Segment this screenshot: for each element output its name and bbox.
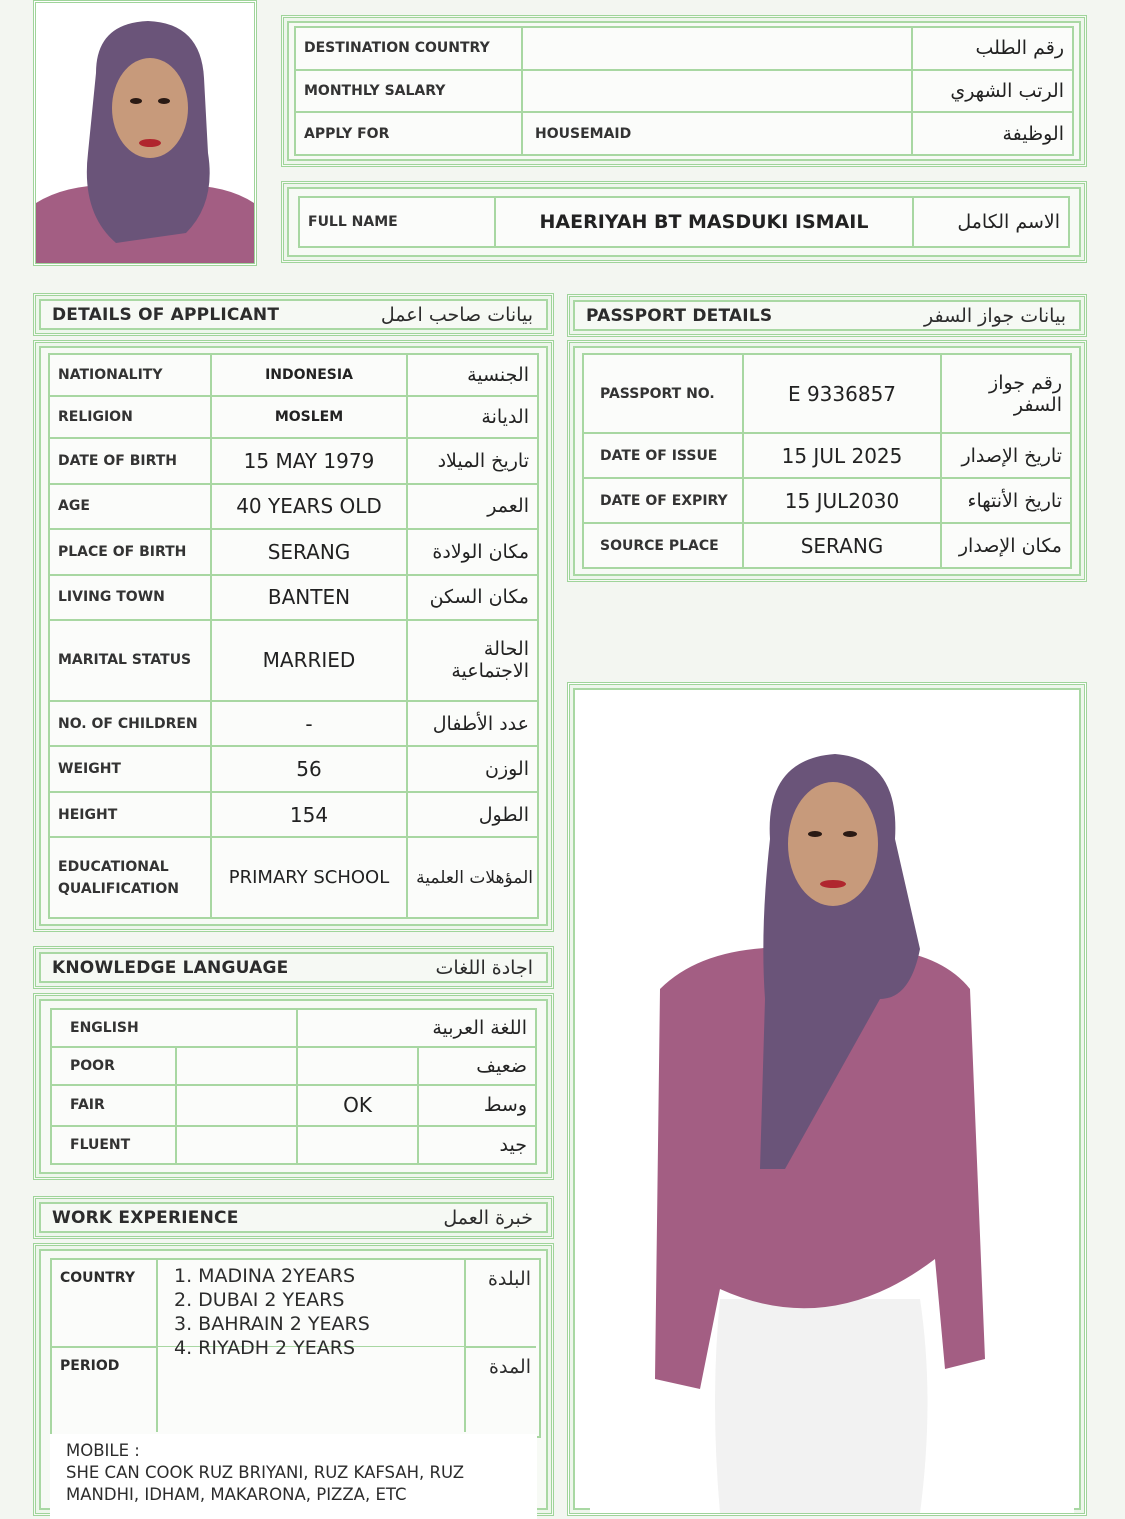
date-of-expiry-label-ar: تاريخ الأنتهاء	[941, 478, 1071, 523]
education-label-ar: المؤهلات العلمية	[407, 837, 538, 918]
applicant-table	[48, 353, 539, 919]
language-table	[50, 1008, 537, 1165]
passport-no-label-ar: رقم جواز السفر	[941, 354, 1071, 433]
work-details	[33, 1243, 554, 1516]
apply-for-value[interactable]: HOUSEMAID	[522, 112, 912, 155]
job-request-form	[281, 15, 1087, 167]
education-label: EDUCATIONAL QUALIFICATION	[49, 837, 211, 918]
table-row	[49, 575, 538, 621]
table-row	[583, 354, 1071, 433]
source-place-label: SOURCE PLACE	[583, 523, 743, 568]
weight-label: WEIGHT	[49, 746, 211, 792]
full-name-label-ar: الاسم الكامل	[913, 197, 1069, 247]
date-of-issue-label: DATE OF ISSUE	[583, 433, 743, 478]
apply-for-label: APPLY FOR	[295, 112, 522, 155]
full-body-image	[590, 699, 1074, 1513]
apply-for-label-ar: الوظيفة	[912, 112, 1073, 155]
height-label-ar: الطول	[407, 792, 538, 838]
marital-status-value: MARRIED	[211, 620, 407, 701]
children-label: NO. OF CHILDREN	[49, 701, 211, 747]
children-label-ar: عدد الأطفال	[407, 701, 538, 747]
passport-details	[567, 340, 1087, 582]
table-row	[49, 792, 538, 838]
portrait-image	[36, 3, 254, 263]
table-row	[51, 1047, 536, 1085]
passport-title-ar: بيانات جواز السفر	[924, 304, 1066, 327]
country-label: COUNTRY	[60, 1270, 135, 1286]
dob-label: DATE OF BIRTH	[49, 438, 211, 484]
source-place-label-ar: مكان الإصدار	[941, 523, 1071, 568]
age-label: AGE	[49, 484, 211, 530]
monthly-salary-label: MONTHLY SALARY	[295, 70, 522, 113]
religion-value: MOSLEM	[211, 396, 407, 438]
place-of-birth-label: PLACE OF BIRTH	[49, 529, 211, 575]
height-value: 154	[211, 792, 407, 838]
weight-value: 56	[211, 746, 407, 792]
fluent-label-ar: جيد	[418, 1126, 536, 1164]
source-place-value: SERANG	[743, 523, 941, 568]
fair-label: FAIR	[51, 1085, 176, 1126]
table-row	[49, 354, 538, 396]
applicant-details	[33, 340, 554, 932]
full-body-photo	[567, 682, 1087, 1516]
age-label-ar: العمر	[407, 484, 538, 530]
passport-no-label: PASSPORT NO.	[583, 354, 743, 433]
height-label: HEIGHT	[49, 792, 211, 838]
table-row	[49, 620, 538, 701]
period-label-ar: المدة	[489, 1356, 531, 1378]
country-label-ar: البلدة	[487, 1268, 531, 1290]
list-item: 1. MADINA 2YEARS	[174, 1265, 356, 1287]
date-of-issue-value: 15 JUL 2025	[743, 433, 941, 478]
table-row	[583, 478, 1071, 523]
living-town-label: LIVING TOWN	[49, 575, 211, 621]
work-entries	[174, 1264, 370, 1360]
language-title: KNOWLEDGE LANGUAGE	[52, 957, 289, 978]
passport-no-value: E 9336857	[743, 354, 941, 433]
marital-status-label: MARITAL STATUS	[49, 620, 211, 701]
table-row	[51, 1009, 536, 1047]
date-of-expiry-value: 15 JUL2030	[743, 478, 941, 523]
table-row	[583, 433, 1071, 478]
portrait-photo	[33, 0, 257, 266]
list-item: 4. RIYADH 2 YEARS	[174, 1337, 356, 1359]
table-row	[51, 1085, 536, 1126]
table-row	[583, 523, 1071, 568]
nationality-label-ar: الجنسية	[407, 354, 538, 396]
full-name-label: FULL NAME	[299, 197, 495, 247]
passport-header	[567, 294, 1087, 337]
language-title-ar: اجادة اللغات	[435, 956, 533, 979]
arabic-fluent[interactable]	[297, 1126, 418, 1164]
table-row	[49, 701, 538, 747]
work-title-ar: خبرة العمل	[443, 1206, 533, 1229]
living-town-label-ar: مكان السكن	[407, 575, 538, 621]
arabic-fair[interactable]: OK	[297, 1085, 418, 1126]
age-value: 40 YEARS OLD	[211, 484, 407, 530]
place-of-birth-value: SERANG	[211, 529, 407, 575]
table-row	[49, 837, 538, 918]
date-of-expiry-label: DATE OF EXPIRY	[583, 478, 743, 523]
destination-country-value[interactable]	[522, 27, 912, 70]
list-item: 2. DUBAI 2 YEARS	[174, 1289, 345, 1311]
english-fair[interactable]	[176, 1085, 297, 1126]
fluent-label: FLUENT	[51, 1126, 176, 1164]
nationality-label: NATIONALITY	[49, 354, 211, 396]
children-value: -	[211, 701, 407, 747]
table-row	[49, 746, 538, 792]
table-row	[49, 529, 538, 575]
period-label: PERIOD	[60, 1358, 120, 1374]
fair-label-ar: وسط	[418, 1085, 536, 1126]
language-header	[33, 946, 554, 989]
language-details	[33, 993, 554, 1180]
mobile-label: MOBILE :	[66, 1441, 140, 1460]
poor-label-ar: ضعيف	[418, 1047, 536, 1085]
religion-label: RELIGION	[49, 396, 211, 438]
dob-label-ar: تاريخ الميلاد	[407, 438, 538, 484]
passport-table	[582, 353, 1072, 569]
religion-label-ar: الديانة	[407, 396, 538, 438]
work-title: WORK EXPERIENCE	[52, 1207, 239, 1228]
marital-status-label-ar: الحالة الاجتماعية	[407, 620, 538, 701]
arabic-poor[interactable]	[297, 1047, 418, 1085]
poor-label: POOR	[51, 1047, 176, 1085]
education-value: PRIMARY SCHOOL	[211, 837, 407, 918]
date-of-issue-label-ar: تاريخ الإصدار	[941, 433, 1071, 478]
full-name-value[interactable]: HAERIYAH BT MASDUKI ISMAIL	[495, 197, 913, 247]
work-table	[50, 1258, 541, 1438]
applicant-header	[33, 293, 554, 336]
table-row	[49, 484, 538, 530]
applicant-title-ar: بيانات صاحب اعمل	[380, 303, 533, 326]
dob-value: 15 MAY 1979	[211, 438, 407, 484]
notes-box	[50, 1434, 537, 1519]
nationality-value: INDONESIA	[211, 354, 407, 396]
list-item: 3. BAHRAIN 2 YEARS	[174, 1313, 370, 1335]
destination-country-label: DESTINATION COUNTRY	[295, 27, 522, 70]
table-row	[49, 438, 538, 484]
english-poor[interactable]	[176, 1047, 297, 1085]
table-row	[49, 396, 538, 438]
destination-country-label-ar: رقم الطلب	[912, 27, 1073, 70]
applicant-title: DETAILS OF APPLICANT	[52, 304, 280, 325]
cooking-note: SHE CAN COOK RUZ BRIYANI, RUZ KAFSAH, RUZ MANDHI, IDHAM, MAKARONA, PIZZA, ETC	[66, 1463, 465, 1504]
passport-title: PASSPORT DETAILS	[586, 305, 773, 326]
monthly-salary-label-ar: الرتب الشهري	[912, 70, 1073, 113]
place-of-birth-label-ar: مكان الولادة	[407, 529, 538, 575]
full-name-box	[281, 181, 1087, 263]
weight-label-ar: الوزن	[407, 746, 538, 792]
english-heading: ENGLISH	[51, 1009, 297, 1047]
table-row	[51, 1126, 536, 1164]
monthly-salary-value[interactable]	[522, 70, 912, 113]
living-town-value: BANTEN	[211, 575, 407, 621]
english-fluent[interactable]	[176, 1126, 297, 1164]
work-header	[33, 1196, 554, 1239]
arabic-heading: اللغة العربية	[297, 1009, 536, 1047]
